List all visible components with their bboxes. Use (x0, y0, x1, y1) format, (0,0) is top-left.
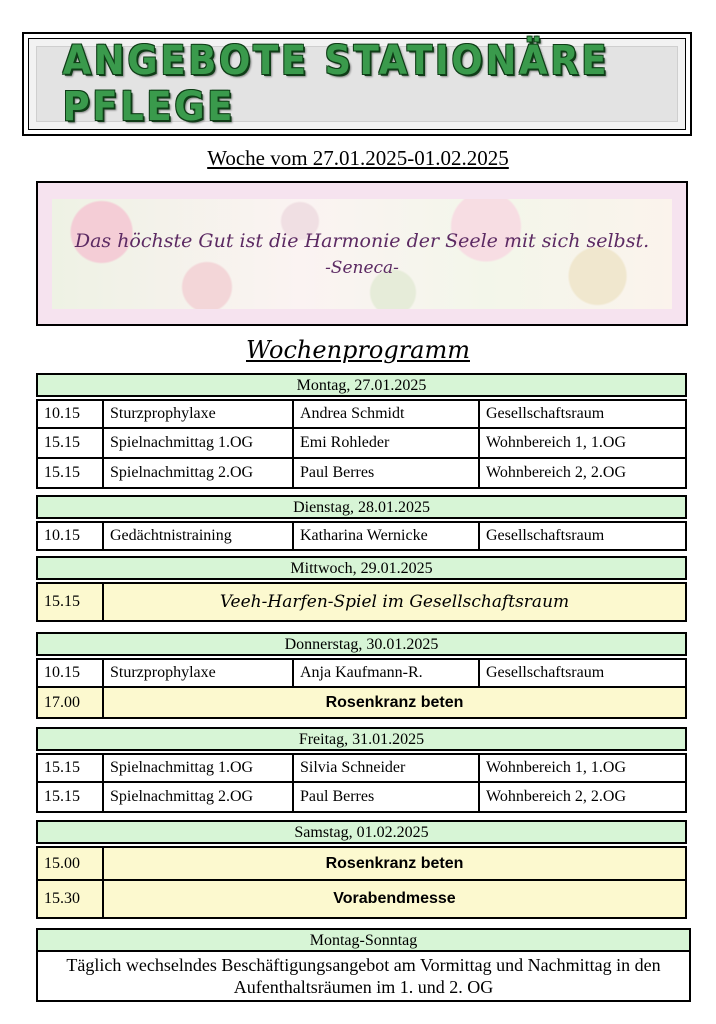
place-cell: Wohnbereich 1, 1.OG (486, 434, 627, 451)
time-cell: 10.15 (38, 401, 104, 427)
person-cell: Emi Rohleder (294, 429, 480, 457)
day-block-saturday (36, 820, 687, 919)
daily-offer-header: Montag-Sonntag (36, 928, 691, 952)
day-header: Montag, 27.01.2025 (36, 373, 687, 397)
activity-cell: Spielnachmittag 1.OG (104, 755, 294, 781)
event-cell: Veeh-Harfen-Spiel im Gesellschaftsraum (219, 592, 570, 612)
activity-cell: Spielnachmittag 1.OG (104, 429, 294, 457)
event-cell: Rosenkranz beten (325, 693, 464, 711)
time-cell: 15.15 (38, 459, 104, 487)
time-cell: 15.15 (38, 755, 104, 781)
place-cell: Gesellschaftsraum (486, 664, 605, 681)
time-cell: 10.15 (38, 523, 104, 549)
program-heading-text: Wochenprogramm (246, 336, 470, 364)
table-row (36, 846, 687, 881)
week-range (0, 146, 716, 171)
day-header: Samstag, 01.02.2025 (36, 820, 687, 844)
table-row (36, 459, 687, 489)
daily-offer-block (36, 928, 691, 1002)
time-cell: 15.15 (38, 783, 104, 811)
table-row (36, 783, 687, 813)
time-cell: 15.30 (38, 881, 104, 917)
day-header: Donnerstag, 30.01.2025 (36, 632, 687, 656)
place-cell: Wohnbereich 1, 1.OG (486, 759, 627, 776)
time-cell: 15.00 (38, 848, 104, 879)
activity-cell: Sturzprophylaxe (104, 401, 294, 427)
table-row (36, 753, 687, 783)
time-cell: 17.00 (38, 688, 104, 717)
person-cell: Katharina Wernicke (294, 523, 480, 549)
day-header: Freitag, 31.01.2025 (36, 727, 687, 751)
day-block-thursday (36, 632, 687, 719)
place-cell: Wohnbereich 2, 2.OG (486, 464, 627, 481)
table-row (36, 688, 687, 719)
quote-author: -Seneca- (325, 258, 399, 278)
day-block-monday (36, 373, 687, 489)
place-cell: Wohnbereich 2, 2.OG (486, 788, 627, 805)
day-block-wednesday (36, 556, 687, 622)
table-row (36, 881, 687, 919)
week-range-text: Woche vom 27.01.2025-01.02.2025 (207, 146, 509, 170)
table-row (36, 658, 687, 688)
quote-text: Das höchste Gut ist die Harmonie der Seele mit sich selbst. (74, 230, 650, 252)
day-header: Dienstag, 28.01.2025 (36, 495, 687, 519)
person-cell: Andrea Schmidt (294, 401, 480, 427)
time-cell: 10.15 (38, 660, 104, 686)
person-cell: Paul Berres (294, 783, 480, 811)
place-cell: Gesellschaftsraum (486, 527, 605, 544)
place-cell: Gesellschaftsraum (486, 405, 605, 422)
table-row (36, 521, 687, 551)
event-cell: Vorabendmesse (333, 890, 456, 907)
page-title: ANGEBOTE STATIONÄRE PFLEGE (62, 38, 610, 130)
title-banner (36, 38, 678, 130)
activity-cell: Spielnachmittag 2.OG (104, 459, 294, 487)
person-cell: Silvia Schneider (294, 755, 480, 781)
person-cell: Anja Kaufmann-R. (294, 660, 480, 686)
program-heading (0, 336, 716, 364)
person-cell: Paul Berres (294, 459, 480, 487)
day-block-friday (36, 727, 687, 813)
event-cell: Rosenkranz beten (325, 854, 464, 872)
daily-offer-text: Täglich wechselndes Beschäftigungsangebot am Vormittag und Nachmittag in den Aufenthaltsräumen im 1. und 2. OG (36, 952, 691, 1002)
table-row (36, 399, 687, 429)
activity-cell: Sturzprophylaxe (104, 660, 294, 686)
table-row (36, 429, 687, 459)
table-row (36, 582, 687, 622)
time-cell: 15.15 (38, 584, 104, 620)
time-cell: 15.15 (38, 429, 104, 457)
day-header: Mittwoch, 29.01.2025 (36, 556, 687, 580)
day-block-tuesday (36, 495, 687, 551)
activity-cell: Spielnachmittag 2.OG (104, 783, 294, 811)
activity-cell: Gedächtnistraining (104, 523, 294, 549)
quote-flower-image (52, 199, 672, 309)
